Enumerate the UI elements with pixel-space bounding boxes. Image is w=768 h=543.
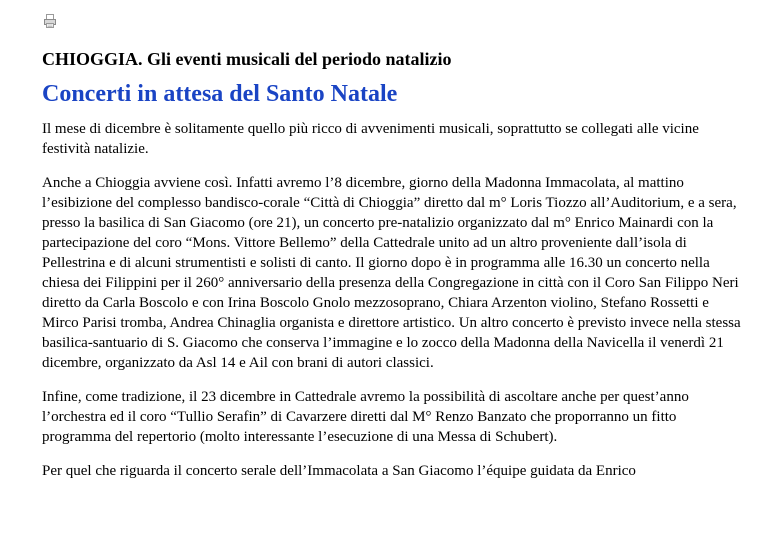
article-paragraph-1: Il mese di dicembre è solitamente quello più ricco di avvenimenti musicali, soprattutto se collegati alle vicine festività natalizie.: [42, 121, 699, 157]
article-paragraph-3: Infine, come tradizione, il 23 dicembre in Cattedrale avremo la possibilità di ascoltare anche per quest’anno l’orchestra ed il coro “Tullio Serafin” di Cavarzere diretti dal M° Renzo Banzato che proporranno un fitto programma del repertorio (molto interessante l’esecuzione di una Messa di Schubert).: [42, 389, 689, 445]
article-paragraph-4: Per quel che riguarda il concerto serale dell’Immacolata a San Giacomo l’équipe guidata da Enrico: [42, 463, 636, 479]
printer-icon[interactable]: [44, 14, 56, 28]
article-paragraph-2: Anche a Chioggia avviene così. Infatti avremo l’8 dicembre, giorno della Madonna Immacolata, al mattino l’esibizione del complesso bandisco-corale “Città di Chioggia” diretto dal m° Loris Tiozzo all’Auditorium, e a sera, presso la basilica di San Giacomo (ore 21), un concerto pre-natalizio organizzato dal m° Enrico Mainardi con la partecipazione del coro “Mons. Vittore Bellemo” della Cattedrale unito ad un altro proveniente dall’isola di Pellestrina e di alcuni strumentisti e solisti di canto. Il giorno dopo è in programma alle 16.30 un concerto nella chiesa dei Filippini per il 260° anniversario della presenza della Congregazione in città con il Coro San Filippo Neri diretto da Carla Boscolo e con Irina Boscolo Gnolo mezzosoprano, Chiara Arzenton violino, Stefano Rossetti e Mirco Parisi tromba, Andrea Chinaglia organista e direttore artistico. Un altro concerto è previsto invece nella stessa basilica-santuario di S. Giacomo che conserva l’immagine e lo zocco della Madonna della Navicella il venerdì 21 dicembre, organizzato da Asl 14 e Ail con brani di autori classici.: [42, 175, 741, 371]
article-title: Concerti in attesa del Santo Natale: [42, 81, 398, 107]
article-content: [42, 47, 742, 495]
article-subtitle: CHIOGGIA. Gli eventi musicali del periodo natalizio: [42, 49, 452, 69]
